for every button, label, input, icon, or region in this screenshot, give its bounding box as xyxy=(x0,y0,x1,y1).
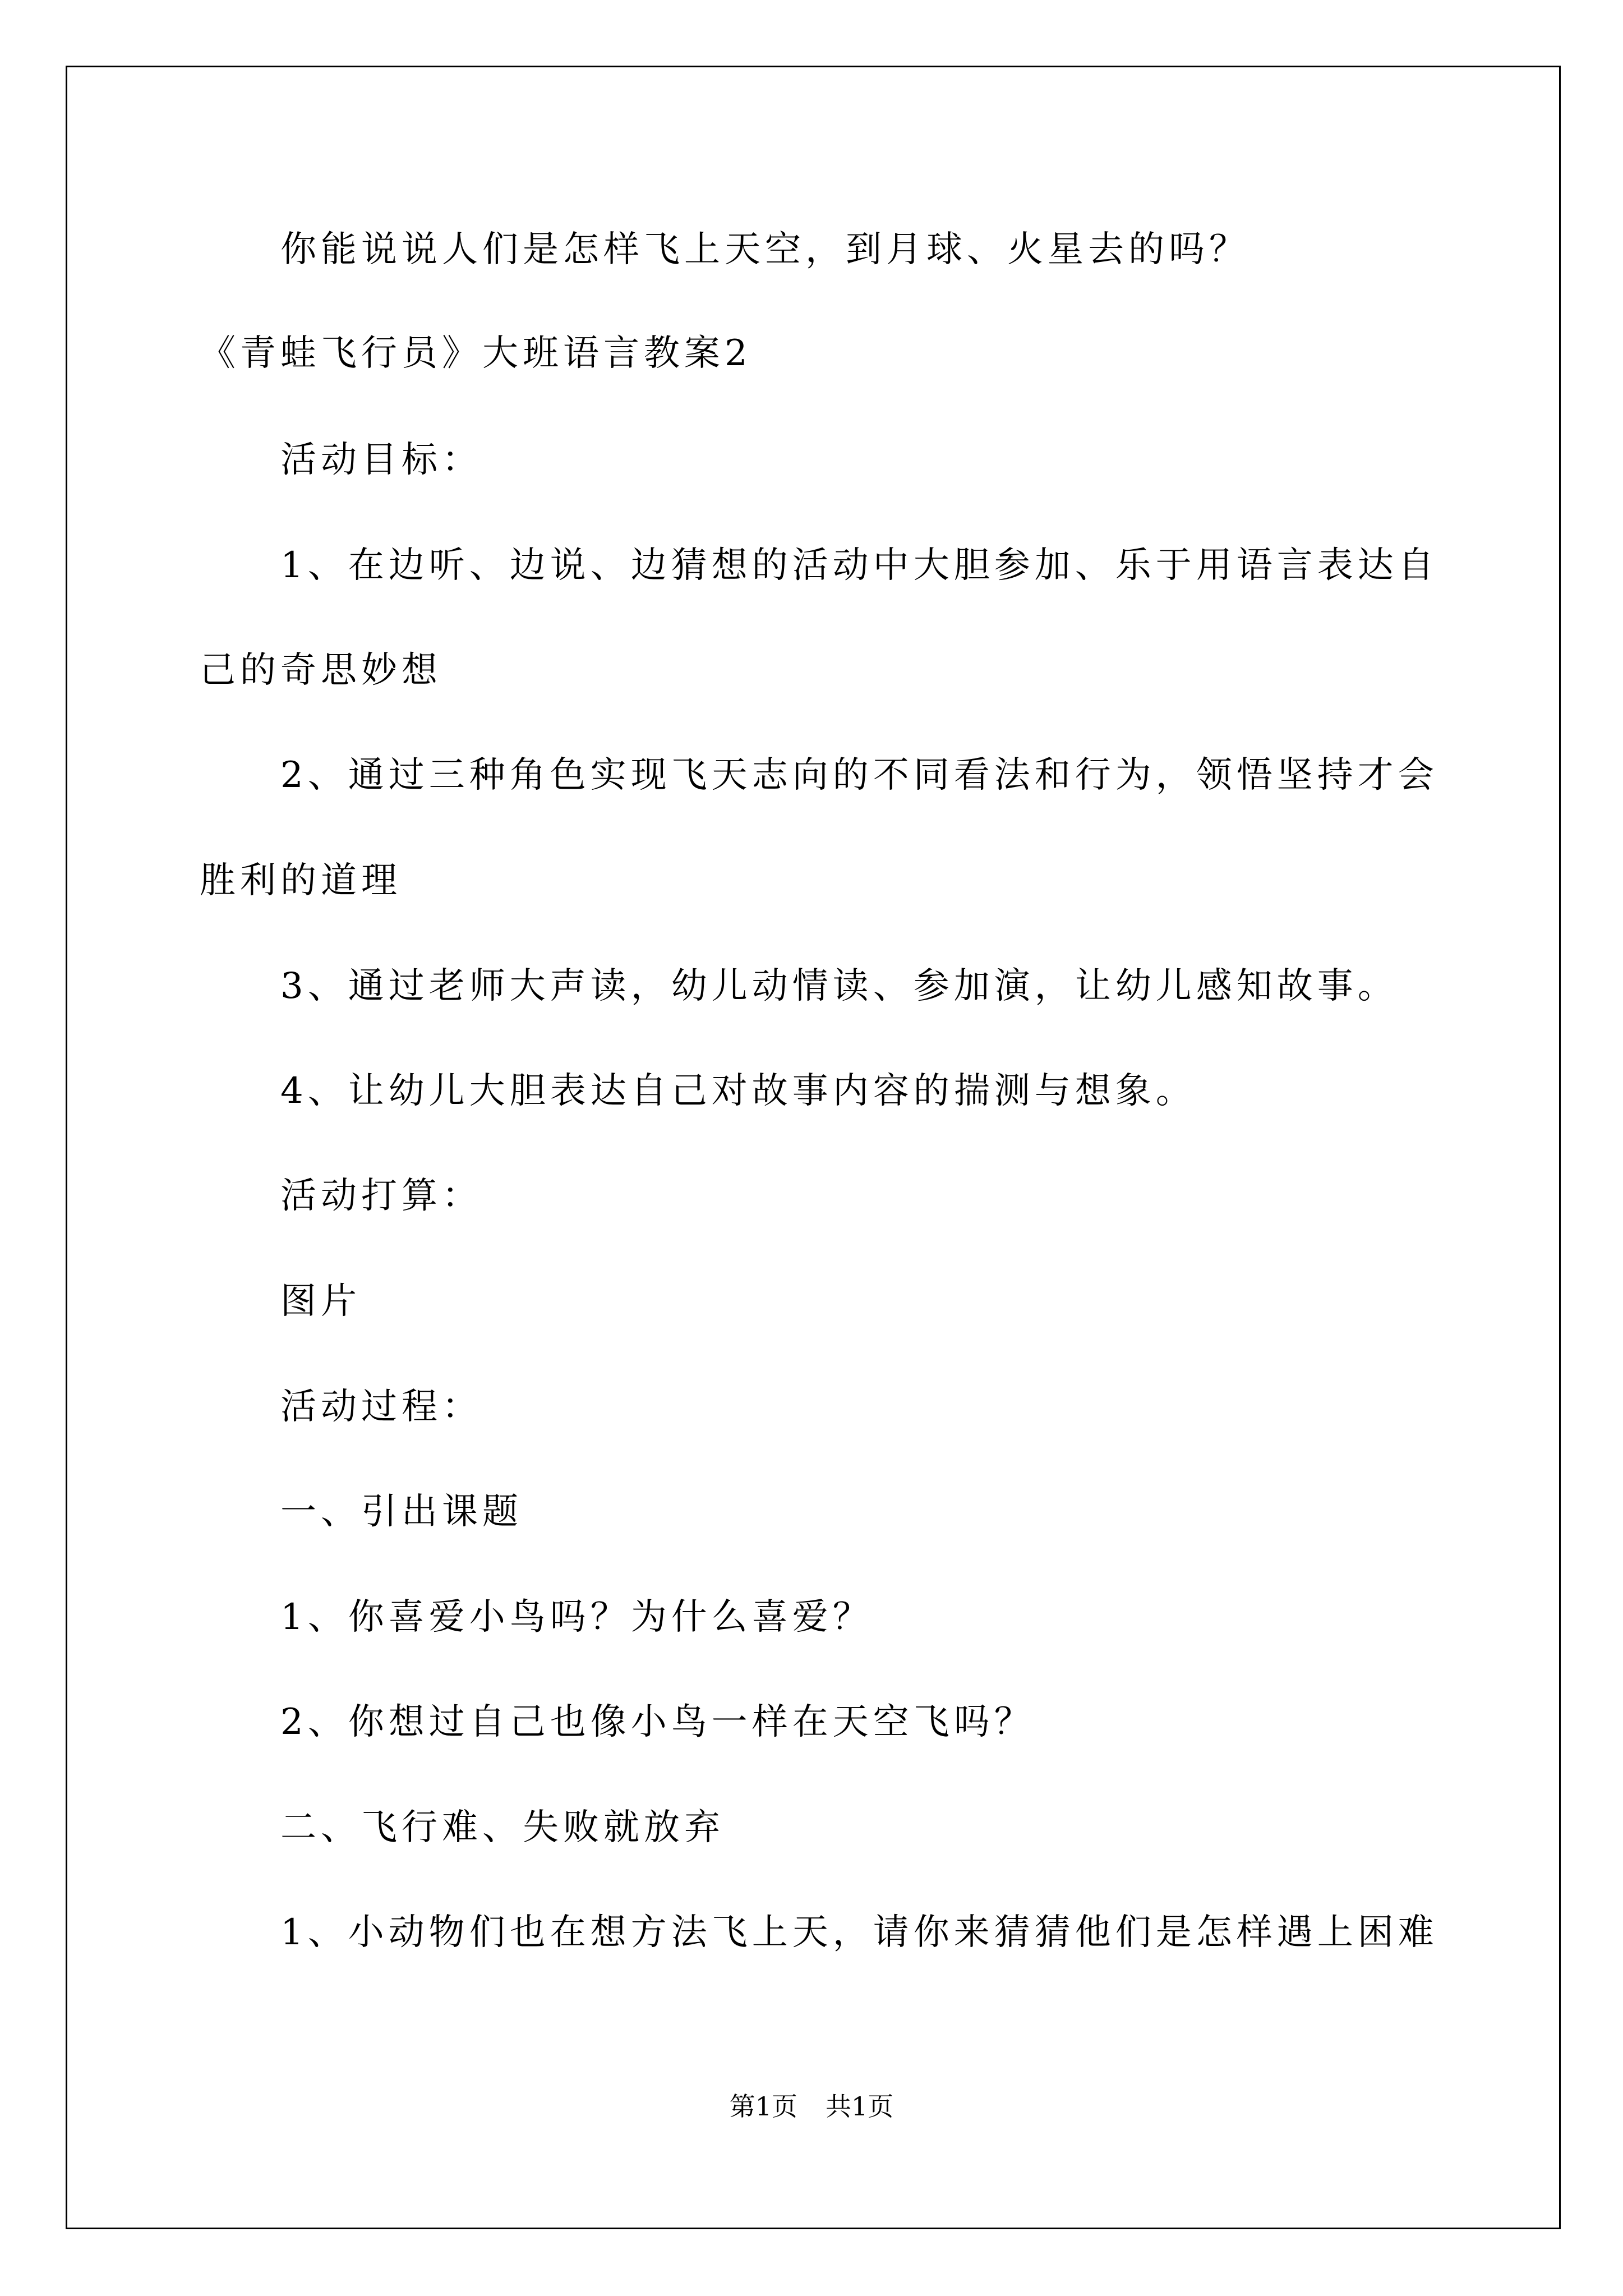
step-1-heading: 一、引出课题 xyxy=(280,1491,523,1533)
goal-1: 1、在边听、边说、边猜想的活动中大胆参加、乐于用语言表达自 xyxy=(280,545,1438,586)
section-title: 《青蛙飞行员》大班语言教案2 xyxy=(200,333,752,374)
goal-3: 3、通过老师大声读，幼儿动情读、参加演，让幼儿感知故事。 xyxy=(280,965,1398,1007)
step-1-question-2: 2、你想过自己也像小鸟一样在天空飞吗？ xyxy=(280,1701,1035,1743)
goal-2-continued: 胜利的道理 xyxy=(200,860,402,901)
page-total: 共1页 xyxy=(826,2091,894,2122)
step-2-question-1: 1、小动物们也在想方法飞上天，请你来猜猜他们是怎样遇上困难 xyxy=(280,1912,1438,1953)
question-line: 你能说说人们是怎样飞上天空，到月球、火星去的吗？ xyxy=(280,229,1249,270)
page-footer xyxy=(0,2090,1623,2123)
heading-preparation: 活动打算： xyxy=(280,1175,482,1217)
step-1-question-1: 1、你喜爱小鸟吗？为什么喜爱？ xyxy=(280,1596,873,1638)
goal-4: 4、让幼儿大胆表达自己对故事内容的揣测与想象。 xyxy=(280,1070,1196,1112)
heading-goals: 活动目标： xyxy=(280,439,482,481)
heading-process: 活动过程： xyxy=(280,1386,482,1428)
page-number: 第1页 xyxy=(729,2091,797,2122)
page-border xyxy=(66,66,1561,2229)
step-2-heading: 二、飞行难、失败就放弃 xyxy=(280,1807,725,1848)
goal-2: 2、通过三种角色实现飞天志向的不同看法和行为，领悟坚持才会 xyxy=(280,754,1438,796)
goal-1-continued: 己的奇思妙想 xyxy=(200,650,442,691)
preparation-item: 图片 xyxy=(280,1281,361,1322)
